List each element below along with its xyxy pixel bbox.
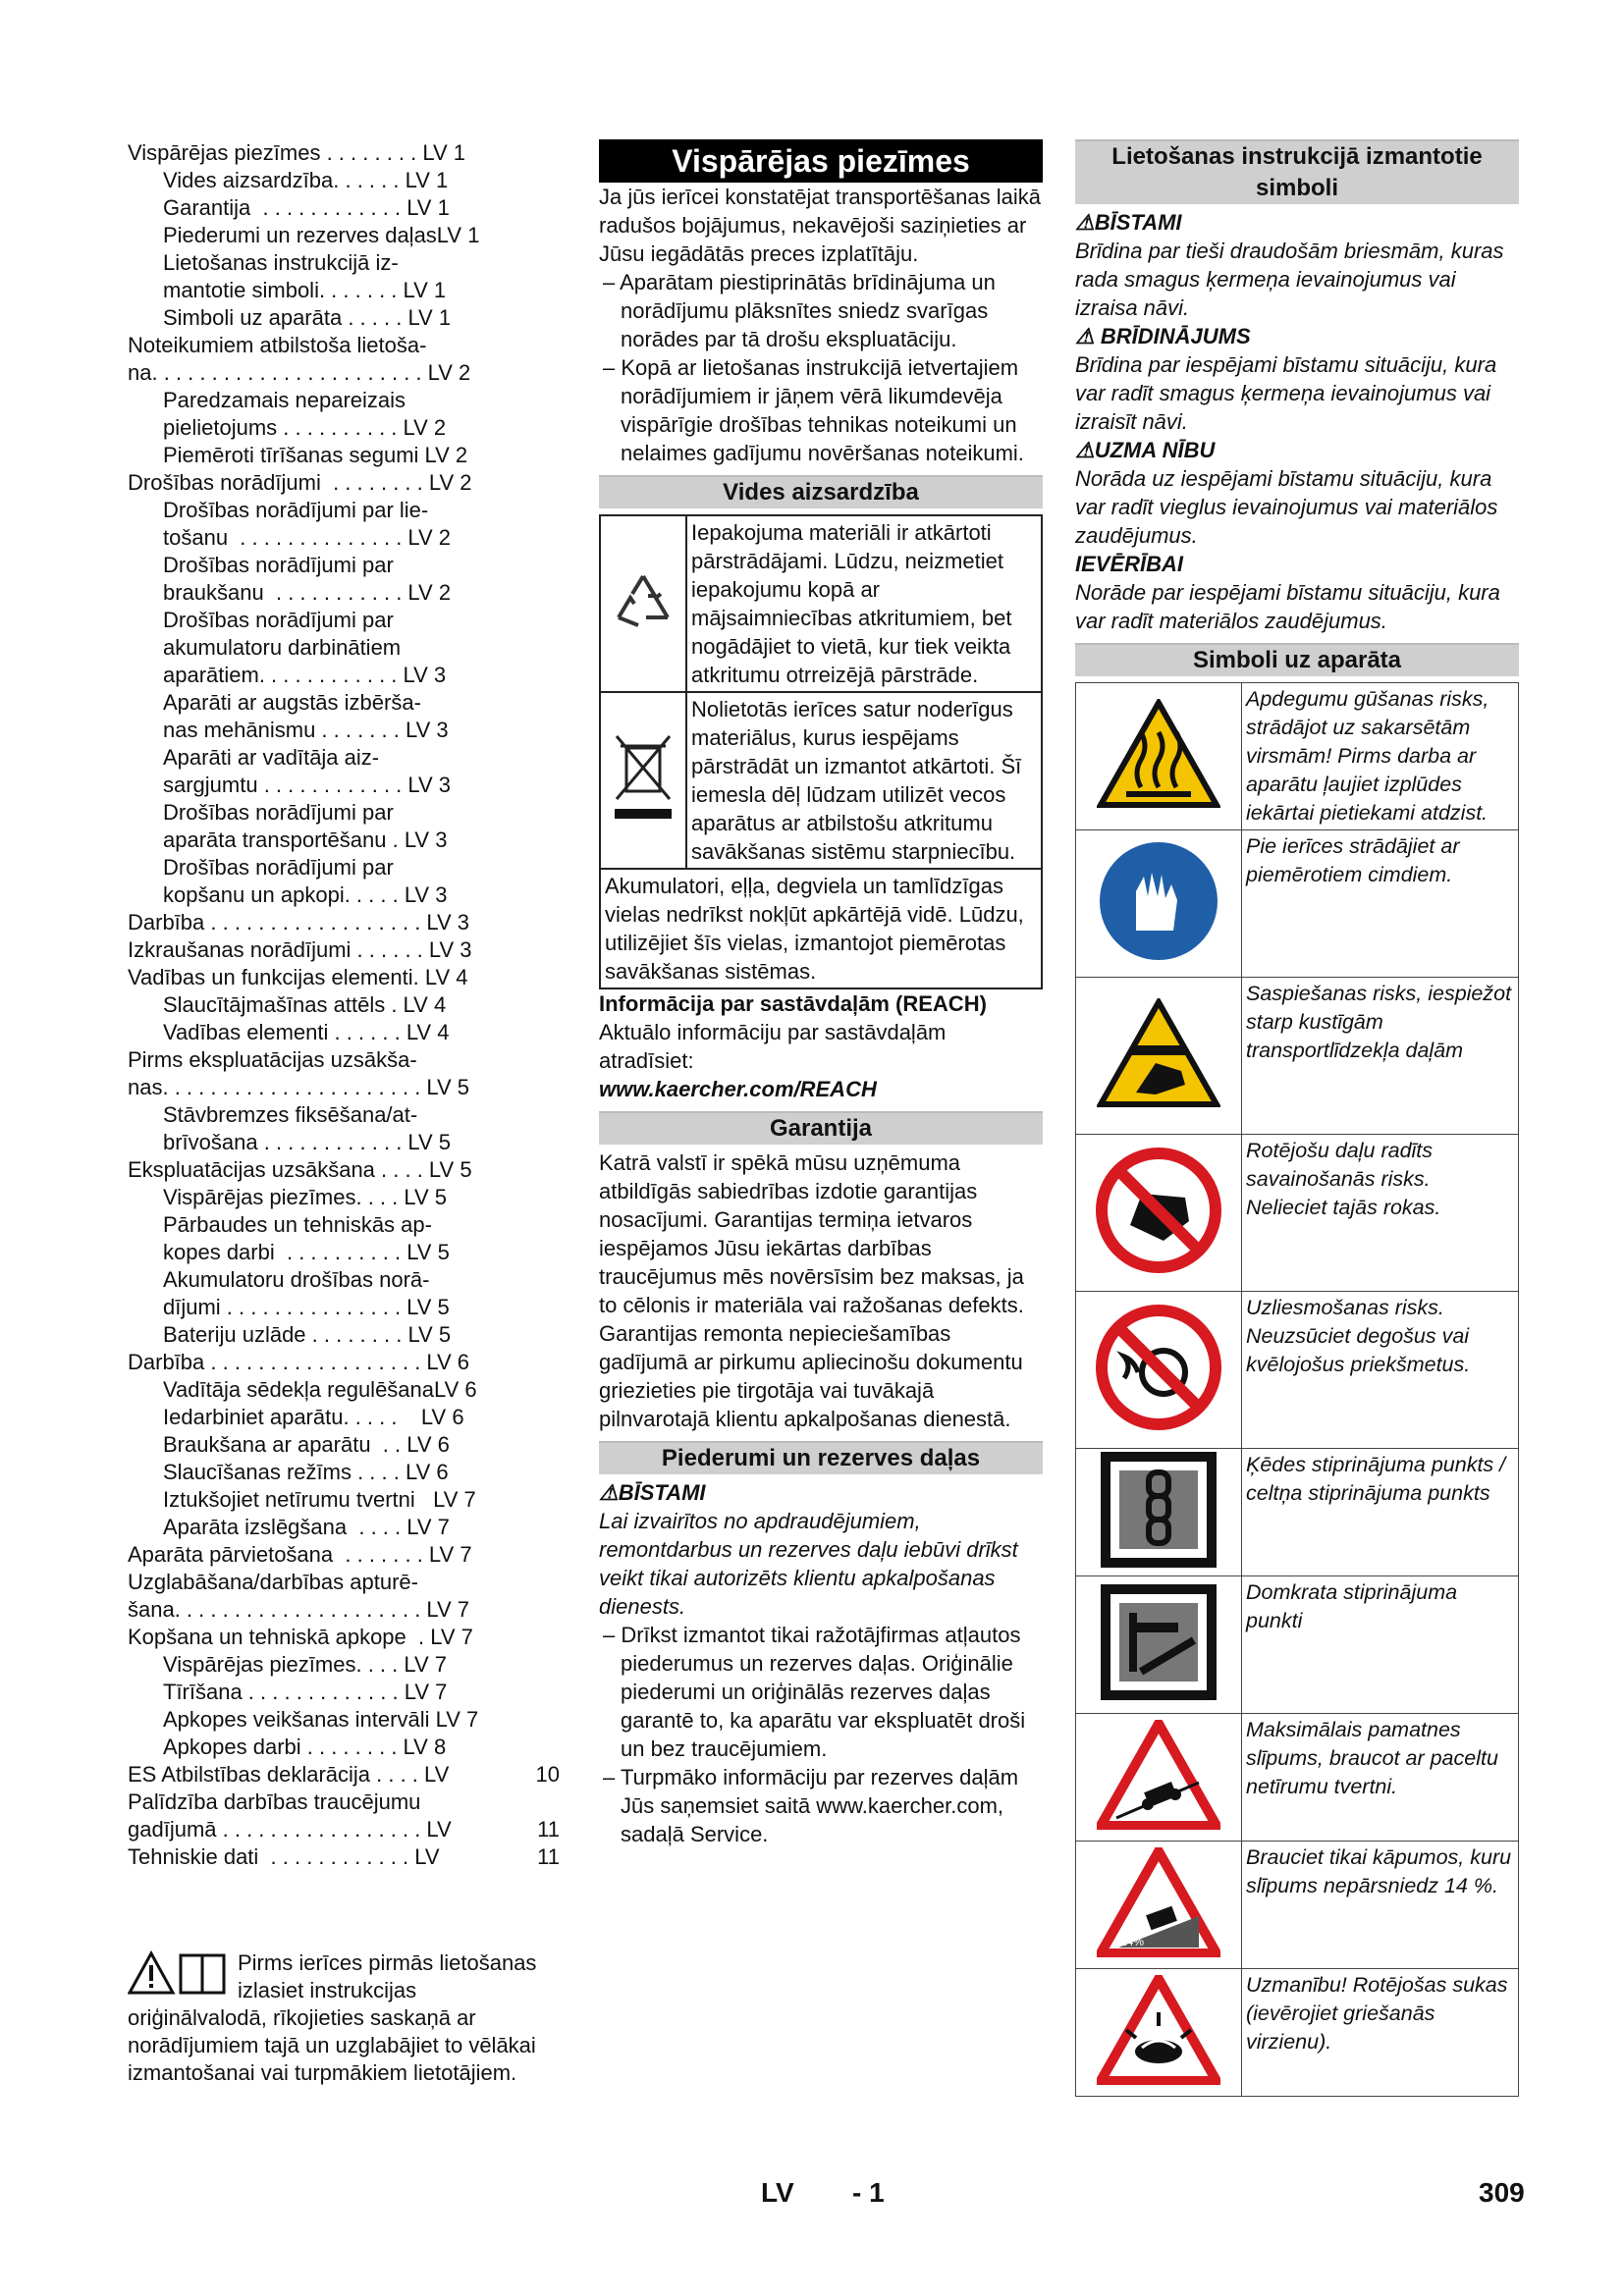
toc-entry-text: Darbība . . . . . . . . . . . . . . . . . . LV 3	[128, 910, 470, 934]
general-intro: Ja jūs ierīcei konstatējat transportēšanas laikā radušos bojājumus, nekavējoši saziņieties ar Jūsu iegādātās preces izplatītāju.	[599, 185, 1042, 266]
toc-entry[interactable]	[128, 854, 560, 881]
table-row	[1076, 1576, 1519, 1714]
table-row	[600, 515, 1042, 692]
toc-entry-text: Vadības elementi . . . . . . LV 4	[163, 1020, 450, 1044]
toc-entry-text: pielietojums . . . . . . . . . . LV 2	[163, 415, 447, 440]
hazard-level-text: Norāde par iespējami bīstamu situāciju, kura var radīt materiālos zaudējumus.	[1075, 580, 1500, 633]
toc-entry[interactable]	[128, 1239, 560, 1266]
toc-entry-text: kopes darbi . . . . . . . . . . LV 5	[163, 1240, 450, 1264]
rotating-brush-warning-icon	[1076, 1969, 1242, 2097]
warranty-text: Katrā valstī ir spēkā mūsu uzņēmuma atbildīgās sabiedrības izdotie garantijas nosacījumi. Garantijas termiņa ietvaros iespējamos Jūsu iekārtas darbības traucējumus mēs novērsīsim bez maksas, ja to cēlonis ir materiāla vai ražošanas defekts. Garantijas remonta nepieciešamības gadījumā ar pirkumu apliecinošu dokumentu griezieties pie tirgotāja vai tuvākajā pilnvarotajā klientu apkalpošanas dienestā.	[599, 1150, 1024, 1431]
toc-entry-text: šana. . . . . . . . . . . . . . . . . . . . . LV 7	[128, 1597, 470, 1622]
toc-entry-text: Slaucīšanas režīms . . . . LV 6	[163, 1460, 449, 1484]
toc-entry[interactable]	[128, 442, 560, 469]
toc-entry[interactable]	[128, 689, 560, 717]
environment-text-1: Iepakojuma materiāli ir atkārtoti pārstrādājami. Lūdzu, neizmetiet iepakojumu kopā ar mājsaimniecības atkritumiem, bet nogādājiet to vietā, kur tiek veikta atkritumu otrreizējā pārstrāde.	[686, 515, 1042, 692]
footer-lang: LV	[761, 2177, 794, 2208]
toc-entry[interactable]	[128, 249, 560, 277]
toc-entry[interactable]	[128, 607, 560, 634]
toc-entry[interactable]	[128, 1074, 560, 1101]
device-symbol-text: Uzmanību! Rotējošas sukas (ievērojiet griešanās virzienu).	[1242, 1969, 1519, 2097]
hazard-level-label	[1075, 550, 1519, 578]
toc-entry[interactable]	[128, 1816, 560, 1843]
toc-entry[interactable]	[128, 1679, 560, 1706]
hazard-level-label	[1075, 436, 1519, 464]
parts-bullet-2: – Turpmāko informāciju par rezerves daļām Jūs saņemsiet saitā www.kaercher.com, sadaļā Service.	[603, 1765, 1019, 1846]
read-manual-icon	[128, 1949, 230, 1999]
toc-entry-text: Stāvbremzes fiksēšana/at-	[163, 1102, 418, 1127]
toc-entry[interactable]	[128, 1651, 560, 1679]
hazard-level-text: Brīdina par tieši draudošām briesmām, kuras rada smagus ķermeņa ievainojumus vai izraisa nāvi.	[1075, 239, 1504, 320]
toc-entry[interactable]	[128, 1706, 560, 1734]
toc-entry[interactable]	[128, 1789, 560, 1816]
toc-entry-text: mantotie simboli. . . . . . . LV 1	[163, 278, 447, 302]
hazard-level-name: UZMA NĪBU	[1094, 438, 1216, 462]
toc-entry[interactable]	[128, 1376, 560, 1404]
toc-entry-text: Aparāta pārvietošana . . . . . . . LV 7	[128, 1542, 472, 1567]
toc-entry[interactable]	[128, 1761, 560, 1789]
hazard-level-text: Brīdina par iespējami bīstamu situāciju, kura var radīt smagus ķermeņa ievainojumus vai izraisīt nāvi.	[1075, 352, 1497, 434]
toc-entry-text: brīvošana . . . . . . . . . . . . LV 5	[163, 1130, 452, 1154]
toc-entry[interactable]	[128, 909, 560, 936]
toc-entry[interactable]	[128, 1101, 560, 1129]
svg-text:14%: 14%	[1120, 1935, 1145, 1949]
parts-danger-label: ⚠BĪSTAMI	[599, 1480, 706, 1505]
no-flammables-icon	[1076, 1292, 1242, 1449]
toc-entry[interactable]	[128, 991, 560, 1019]
toc-entry[interactable]	[128, 139, 560, 167]
toc-entry-text: Lietošanas instrukcijā iz-	[163, 250, 399, 275]
hazard-level-label	[1075, 322, 1519, 350]
toc-entry[interactable]	[128, 277, 560, 304]
toc-entry-text: Simboli uz aparāta . . . . . LV 1	[163, 305, 452, 330]
danger-label: BĪSTAMI	[618, 1480, 706, 1505]
toc-entry-text: Slaucītājmašīnas attēls . LV 4	[163, 992, 447, 1017]
slope-14-warning-icon	[1076, 1842, 1242, 1969]
toc-entry-text: Iztukšojiet netīrumu tvertni LV 7	[163, 1487, 476, 1512]
toc-entry[interactable]	[128, 772, 560, 799]
toc-entry-text: sargjumtu . . . . . . . . . . . . LV 3	[163, 773, 452, 797]
toc-entry[interactable]	[128, 936, 560, 964]
hazard-level-name: IEVĒRĪBAI	[1075, 552, 1184, 576]
parts-danger-text: Lai izvairītos no apdraudējumiem, remontdarbus un rezerves daļu iebūvi drīkst veikt tikai autorizēts klientu apkalpošanas dienests.	[599, 1509, 1018, 1619]
toc-entry[interactable]	[128, 1404, 560, 1431]
toc-entry-text: kopšanu un apkopi. . . . . LV 3	[163, 882, 448, 907]
section-title-environment: Vides aizsardzība	[599, 475, 1043, 508]
toc-entry[interactable]	[128, 964, 560, 991]
jack-point-icon	[1076, 1576, 1242, 1714]
toc-entry[interactable]	[128, 194, 560, 222]
environment-text-2: Nolietotās ierīces satur noderīgus materiālus, kurus iespējams pārstrādāt un izmantot atkārtoti. Šī iemesla dēļ lūdzam utilizēt vecos aparātus ar atbilstošu atkritumu savākšanas sistēmu starpniecību.	[686, 692, 1042, 869]
toc-entry[interactable]	[128, 1156, 560, 1184]
device-symbol-text: Apdegumu gūšanas risks, strādājot uz sakarsētām virsmām! Pirms darba ar aparātu ļaujiet izplūdes iekārtai pietiekami atdzist.	[1242, 683, 1519, 830]
toc-entry-text: Apkopes veikšanas intervāli LV 7	[163, 1707, 479, 1732]
device-symbol-text: Uzliesmošanas risks. Neuzsūciet degošus vai kvēlojošus priekšmetus.	[1242, 1292, 1519, 1449]
toc-entry[interactable]	[128, 1486, 560, 1514]
toc-entry[interactable]	[128, 634, 560, 662]
environment-text-3: Akumulatori, eļļa, degviela un tamlīdzīgas vielas nedrīkst nokļūt apkārtējā vidē. Lūdzu, utilizējiet šīs vielas, izmantojot piemērotas savākšanas sistēmas.	[600, 869, 1042, 988]
table-row	[600, 692, 1042, 869]
section-title-parts: Piederumi un rezerves daļas	[599, 1441, 1043, 1474]
toc-entry-text: Pirms ekspluatācijas uzsākša-	[128, 1047, 417, 1072]
crossed-bin-icon	[600, 692, 686, 869]
read-manual-note	[128, 1949, 560, 2087]
toc-entry[interactable]	[128, 744, 560, 772]
table-row	[1076, 1969, 1519, 2097]
device-symbol-text: Ķēdes stiprinājuma punkts / celtņa stiprinājuma punkts	[1242, 1449, 1519, 1576]
toc-entry[interactable]	[128, 1129, 560, 1156]
toc-entry-text: Akumulatoru drošības norā-	[163, 1267, 430, 1292]
table-row	[600, 869, 1042, 988]
toc-entry-text: Pārbaudes un tehniskās ap-	[163, 1212, 432, 1237]
symbols-column	[1075, 139, 1519, 2097]
toc-entry[interactable]	[128, 1349, 560, 1376]
toc-entry-text: nas. . . . . . . . . . . . . . . . . . . . . . LV 5	[128, 1075, 470, 1099]
chain-point-icon	[1076, 1449, 1242, 1576]
toc-entry[interactable]	[128, 1843, 560, 1871]
toc-entry[interactable]	[128, 387, 560, 414]
toc-entry[interactable]	[128, 167, 560, 194]
toc-entry-page: 10	[535, 1762, 560, 1787]
max-slope-warning-icon	[1076, 1714, 1242, 1842]
table-row	[1076, 830, 1519, 978]
toc-entry-text: Kopšana un tehniskā apkope . LV 7	[128, 1625, 473, 1649]
toc-entry-text: Noteikumiem atbilstoša lietoša-	[128, 333, 427, 357]
toc-entry-text: nas mehānismu . . . . . . . LV 3	[163, 718, 449, 742]
toc-entry-text: Iedarbiniet aparātu. . . . . LV 6	[163, 1405, 464, 1429]
toc-entry-text: tošanu . . . . . . . . . . . . . . LV 2	[163, 525, 452, 550]
toc-entry-text: Drošības norādījumi . . . . . . . . LV 2	[128, 470, 472, 495]
section-title-symbols: Lietošanas instrukcijā izmantotie simboli	[1075, 139, 1519, 204]
toc-entry-text: Apkopes darbi . . . . . . . . LV 8	[163, 1735, 447, 1759]
table-row	[1076, 978, 1519, 1135]
device-symbols-table	[1075, 682, 1519, 2097]
section-title-warranty: Garantija	[599, 1111, 1043, 1145]
toc-entry[interactable]	[128, 1294, 560, 1321]
toc-entry[interactable]	[128, 304, 560, 332]
toc-entry[interactable]	[128, 469, 560, 497]
table-row	[1076, 1135, 1519, 1292]
device-symbol-text: Pie ierīces strādājiet ar piemērotiem cimdiem.	[1242, 830, 1519, 978]
toc-entry-page: 11	[537, 1817, 560, 1842]
toc-entry[interactable]	[128, 552, 560, 579]
warning-icon: ⚠	[1075, 438, 1095, 462]
toc-entry-text: Vadītāja sēdekļa regulēšanaLV 6	[163, 1377, 477, 1402]
toc-entry-text: Aparāti ar vadītāja aiz-	[163, 745, 380, 770]
toc-entry[interactable]	[128, 222, 560, 249]
toc-entry-text: Drošības norādījumi par	[163, 608, 394, 632]
toc-entry[interactable]	[128, 881, 560, 909]
hot-surface-warning-icon	[1076, 683, 1242, 830]
toc-entry-text: Vadības un funkcijas elementi. LV 4	[128, 965, 468, 989]
toc-entry-text: aparātiem. . . . . . . . . . . . LV 3	[163, 663, 447, 687]
table-row	[1076, 1449, 1519, 1576]
footer-page-label: - 1	[852, 2177, 885, 2208]
recycle-icon	[600, 515, 686, 692]
toc-entry-text: Vispārējas piezīmes. . . . LV 7	[163, 1652, 447, 1677]
device-symbol-text: Brauciet tikai kāpumos, kuru slīpums nepārsniedz 14 %.	[1242, 1842, 1519, 1969]
toc-entry[interactable]	[128, 332, 560, 359]
general-bullet-1: – Aparātam piestiprinātās brīdinājuma un norādījumu plāksnītes sniedz svarīgas norādes par tā drošu ekspluatāciju.	[603, 270, 996, 351]
parts-bullet-1: – Drīkst izmantot tikai ražotājfirmas atļautos piederumus un rezerves daļas. Oriģinālie piederumi un oriģinālās rezerves daļas garantē to, ka aparātu var ekspluatēt droši un bez traucējumiem.	[603, 1623, 1026, 1761]
environment-table	[599, 514, 1043, 989]
toc-entry-text: Tehniskie dati . . . . . . . . . . . . LV	[128, 1844, 440, 1869]
toc-entry-text: Piemēroti tīrīšanas segumi LV 2	[163, 443, 468, 467]
device-symbol-text: Domkrata stiprinājuma punkti	[1242, 1576, 1519, 1714]
toc-entry-page: 11	[537, 1844, 560, 1869]
toc-entry-text: gadījumā . . . . . . . . . . . . . . . . . LV	[128, 1817, 452, 1842]
toc-entry-text: Palīdzība darbības traucējumu	[128, 1789, 421, 1814]
toc-entry-text: ES Atbilstības deklarācija . . . . LV	[128, 1762, 450, 1787]
hazard-level-text: Norāda uz iespējami bīstamu situāciju, kura var radīt vieglus ievainojumus vai materiālos zaudējumus.	[1075, 466, 1498, 548]
toc-entry[interactable]	[128, 1019, 560, 1046]
table-row	[1076, 1714, 1519, 1842]
footer-page-number: 309	[1479, 2177, 1525, 2208]
toc-entry-text: dījumi . . . . . . . . . . . . . . . LV 5	[163, 1295, 450, 1319]
toc-entry-text: Izkraušanas norādījumi . . . . . . LV 3	[128, 937, 472, 962]
crush-hand-warning-icon	[1076, 978, 1242, 1135]
toc-entry[interactable]	[128, 1459, 560, 1486]
toc-entry-text: Darbība . . . . . . . . . . . . . . . . . . LV 6	[128, 1350, 470, 1374]
toc-entry[interactable]	[128, 1431, 560, 1459]
device-symbol-text: Saspiešanas risks, iespiežot starp kustīgām transportlīdzekļa daļām	[1242, 978, 1519, 1135]
toc-entry[interactable]	[128, 359, 560, 387]
toc-entry-text: aparāta transportēšanu . LV 3	[163, 828, 448, 852]
section-title-device-symbols: Simboli uz aparāta	[1075, 643, 1519, 676]
table-row	[1076, 1292, 1519, 1449]
table-row	[1076, 1842, 1519, 1969]
hazard-level-name: BĪSTAMI	[1094, 210, 1182, 235]
toc-entry-text: akumulatoru darbinātiem	[163, 635, 402, 660]
toc-entry-text: Braukšana ar aparātu . . LV 6	[163, 1432, 450, 1457]
hazard-level-label	[1075, 208, 1519, 237]
toc-entry[interactable]	[128, 497, 560, 524]
reach-text: Aktuālo informāciju par sastāvdaļām atradīsiet:	[599, 1020, 947, 1073]
toc-entry-text: Uzglabāšana/darbības apturē-	[128, 1570, 418, 1594]
toc-entry-text: Vides aizsardzība. . . . . . LV 1	[163, 168, 449, 192]
table-of-contents	[128, 139, 560, 1871]
toc-entry[interactable]	[128, 1596, 560, 1624]
toc-entry-text: Tīrīšana . . . . . . . . . . . . . LV 7	[163, 1680, 448, 1704]
toc-entry-text: Piederumi un rezerves daļasLV 1	[163, 223, 480, 247]
toc-entry[interactable]	[128, 1569, 560, 1596]
toc-entry[interactable]	[128, 579, 560, 607]
general-notes-column	[599, 139, 1043, 1848]
toc-entry[interactable]	[128, 827, 560, 854]
general-bullet-2: – Kopā ar lietošanas instrukcijā ietvertajiem norādījumiem ir jāņem vērā likumdevēja vispārīgie drošības tehnikas noteikumi un nelaimes gadījumu novēršanas noteikumi.	[603, 355, 1024, 465]
toc-entry-text: Vispārējas piezīmes . . . . . . . . LV 1	[128, 140, 465, 165]
toc-entry-text: na. . . . . . . . . . . . . . . . . . . . . . . LV 2	[128, 360, 471, 385]
warning-icon: ⚠	[1075, 210, 1095, 235]
gloves-mandatory-icon	[1076, 830, 1242, 978]
hazard-levels	[1075, 208, 1519, 635]
toc-entry[interactable]	[128, 1211, 560, 1239]
toc-entry-text: Paredzamais nepareizais	[163, 388, 406, 412]
toc-entry[interactable]	[128, 414, 560, 442]
toc-entry[interactable]	[128, 799, 560, 827]
toc-entry[interactable]	[128, 1624, 560, 1651]
toc-entry-text: Ekspluatācijas uzsākšana . . . . LV 5	[128, 1157, 472, 1182]
toc-entry[interactable]	[128, 717, 560, 744]
section-title-general: Vispārējas piezīmes	[599, 139, 1043, 183]
reach-link[interactable]: www.kaercher.com/REACH	[599, 1077, 877, 1101]
hazard-level-name: BRĪDINĀJUMS	[1100, 324, 1251, 348]
toc-entry-text: Vispārējas piezīmes. . . . LV 5	[163, 1185, 447, 1209]
device-symbol-text: Maksimālais pamatnes slīpums, braucot ar paceltu netīrumu tvertni.	[1242, 1714, 1519, 1842]
toc-entry-text: Garantija . . . . . . . . . . . . LV 1	[163, 195, 450, 220]
toc-entry-text: Aparāta izslēgšana . . . . LV 7	[163, 1515, 450, 1539]
toc-entry-text: Drošības norādījumi par lie-	[163, 498, 429, 522]
toc-entry-text: Drošības norādījumi par	[163, 553, 394, 577]
toc-entry[interactable]	[128, 524, 560, 552]
device-symbol-text: Rotējošu daļu radīts savainošanās risks. Nelieciet tajās rokas.	[1242, 1135, 1519, 1292]
toc-entry-text: Drošības norādījumi par	[163, 855, 394, 880]
toc-entry[interactable]	[128, 1046, 560, 1074]
toc-entry[interactable]	[128, 1541, 560, 1569]
table-row	[1076, 683, 1519, 830]
toc-entry-text: Bateriju uzlāde . . . . . . . . LV 5	[163, 1322, 452, 1347]
toc-entry[interactable]	[128, 1321, 560, 1349]
toc-entry[interactable]	[128, 1184, 560, 1211]
toc-entry[interactable]	[128, 1734, 560, 1761]
read-manual-text: Pirms ierīces pirmās lietošanas izlasiet instrukcijas oriģinālvalodā, rīkojieties saskaņā ar norādījumiem tajā un uzglabājiet to vēlākai izmantošanai vai turpmākiem lietotājiem.	[128, 1950, 537, 2085]
reach-title: Informācija par sastāvdaļām (REACH)	[599, 991, 987, 1016]
toc-entry-text: braukšanu . . . . . . . . . . . LV 2	[163, 580, 452, 605]
toc-entry-text: Aparāti ar augstās izbērša-	[163, 690, 421, 715]
toc-entry[interactable]	[128, 1514, 560, 1541]
toc-entry[interactable]	[128, 662, 560, 689]
warning-icon: ⚠	[1075, 324, 1101, 348]
no-hands-rotating-icon	[1076, 1135, 1242, 1292]
toc-entry[interactable]	[128, 1266, 560, 1294]
toc-entry-text: Drošības norādījumi par	[163, 800, 394, 825]
